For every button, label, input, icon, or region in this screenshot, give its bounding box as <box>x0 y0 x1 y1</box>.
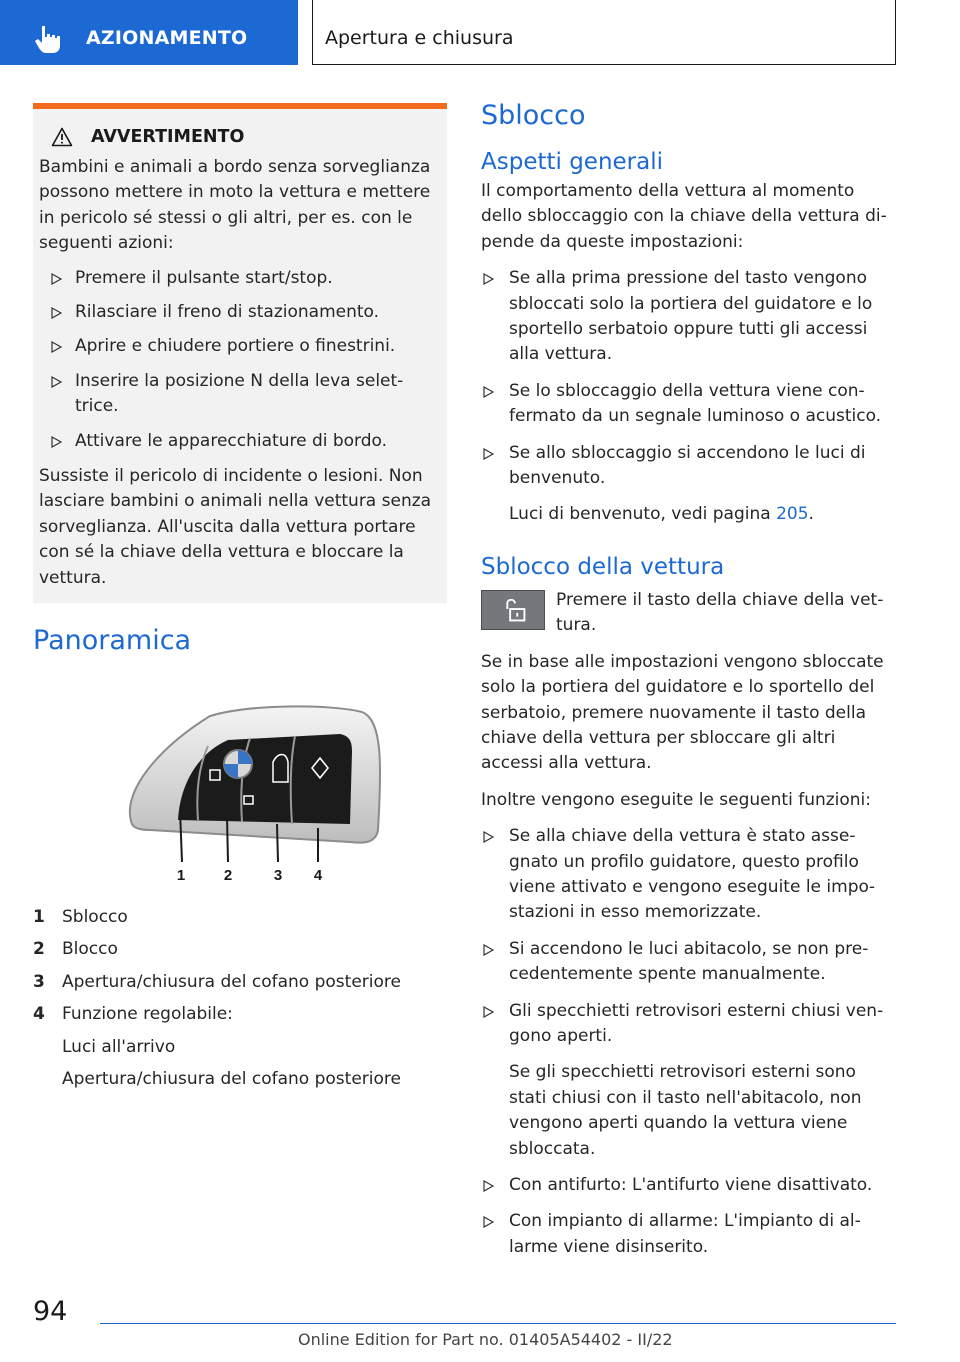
list-item: Con antifurto: L'antifurto viene disattivato. <box>481 1173 897 1198</box>
figure-label: 4 <box>313 867 323 882</box>
hand-pointer-icon <box>33 24 67 54</box>
bullet-triangle-icon <box>483 386 494 398</box>
warning-list-item: Premere il pulsante start/stop. <box>39 266 439 291</box>
general-heading: Aspetti generali <box>481 149 664 175</box>
section-tab <box>0 0 298 65</box>
list-item: Se lo sbloccaggio della vettura viene confermato da un segnale luminoso o acustico. <box>481 379 897 430</box>
warning-list-item: Inserire la posizione N della leva selettrice. <box>39 369 439 420</box>
page-link[interactable]: 205 <box>776 504 809 525</box>
unlock-section <box>481 100 897 1260</box>
unlock-instruction: Premere il tasto della chiave della vettura. <box>556 589 884 636</box>
list-item: Si accendono le luci abitacolo, se non precedentemente spente manualmente. <box>481 937 897 988</box>
unlock-button-icon <box>481 590 545 630</box>
unlock-paragraph: Se in base alle impostazioni vengono sbloccate solo la portiera del guidatore e lo sportello del serbatoio, premere nuovamente il tasto della chiave della vettura per sbloccare gli altri accessi alla vettura. <box>481 651 884 774</box>
unlock-button-row <box>481 588 897 639</box>
general-intro: Il comportamento della vettura al momento dello sbloccaggio con la chiave della vettura dipende da queste impostazioni: <box>481 181 887 252</box>
mirror-note: Se gli specchietti retrovisori esterni sono stati chiusi con il tasto nell'abitacolo, non vengono aperti quando la vettura viene sbloccata. <box>509 1062 862 1159</box>
overview-heading: Panoramica <box>33 625 192 656</box>
warning-list-item: Attivare le apparecchiature di bordo. <box>39 429 439 454</box>
bullet-triangle-icon <box>483 1180 494 1192</box>
unlock-paragraph: Inoltre vengono eseguite le seguenti funzioni: <box>481 789 872 810</box>
legend-item: 2 Blocco <box>33 939 118 960</box>
bullet-triangle-icon <box>483 831 494 843</box>
list-item: Se allo sbloccaggio si accendono le luci di benvenuto. <box>481 441 897 492</box>
warning-intro: Bambini e animali a bordo senza sorveglianza possono mettere in moto la vettura e mettere in pericolo sé stessi o gli altri, per es. con le seguenti azioni: <box>39 157 431 254</box>
page-number: 94 <box>33 1296 68 1327</box>
bullet-triangle-icon <box>483 944 494 956</box>
legend-subitem: Apertura/chiusura del cofano posteriore <box>62 1069 401 1090</box>
warning-box <box>33 103 447 603</box>
bullet-triangle-icon <box>51 341 62 353</box>
footer-edition: Online Edition for Part no. 01405A54402 - II/22 <box>298 1330 673 1349</box>
legend-item: 1 Sblocco <box>33 907 128 927</box>
bullet-triangle-icon <box>483 273 494 285</box>
figure-legend <box>33 905 447 1099</box>
list-item: Con impianto di allarme: L'impianto di allarme viene disinserito. <box>481 1209 897 1260</box>
list-item: Se alla chiave della vettura è stato assegnato un profilo guidatore, questo profilo viene attivato e vengono eseguite le impostazioni in esso memorizzate. <box>481 824 897 926</box>
bullet-triangle-icon <box>51 376 62 388</box>
legend-item: 4 Funzione regolabile: <box>33 1004 233 1025</box>
welcome-lights-reference: Luci di benvenuto, vedi pagina 205. <box>509 504 814 525</box>
figure-label: 1 <box>176 867 186 882</box>
bullet-triangle-icon <box>51 307 62 319</box>
figure-label: 2 <box>223 867 233 882</box>
bullet-triangle-icon <box>51 436 62 448</box>
unlock-heading: Sblocco <box>481 100 586 131</box>
warning-triangle-icon <box>51 127 73 147</box>
vehicle-unlock-heading: Sblocco della vettura <box>481 553 725 580</box>
bullet-triangle-icon <box>51 273 62 285</box>
footer-divider <box>100 1323 896 1324</box>
warning-list-item: Aprire e chiudere portiere o finestrini. <box>39 334 439 359</box>
warning-list-item: Rilasciare il freno di stazionamento. <box>39 300 439 325</box>
car-key-figure <box>100 702 390 882</box>
legend-subitem: Luci all'arrivo <box>62 1036 176 1057</box>
chapter-header <box>312 0 896 65</box>
section-title: AZIONAMENTO <box>86 27 248 49</box>
warning-heading: AVVERTIMENTO <box>91 127 245 147</box>
figure-label: 3 <box>273 867 283 882</box>
chapter-title: Apertura e chiusura <box>325 27 514 49</box>
warning-outro: Sussiste il pericolo di incidente o lesioni. Non lasciare bambini o animali nella vettura senza sorveglianza. All'uscita dalla vettura portare con sé la chiave della vettura e bloccare la vettura. <box>39 466 432 588</box>
bullet-triangle-icon <box>483 1216 494 1228</box>
list-item: Se alla prima pressione del tasto vengono sbloccati solo la portiera del guidatore e lo sportello serbatoio oppure tutti gli accessi alla vettura. <box>481 266 897 368</box>
warning-header <box>51 127 439 147</box>
list-item: Gli specchietti retrovisori esterni chiusi vengono aperti. <box>481 999 897 1050</box>
bullet-triangle-icon <box>483 448 494 460</box>
legend-item: 3 Apertura/chiusura del cofano posteriore <box>33 971 401 992</box>
bullet-triangle-icon <box>483 1006 494 1018</box>
